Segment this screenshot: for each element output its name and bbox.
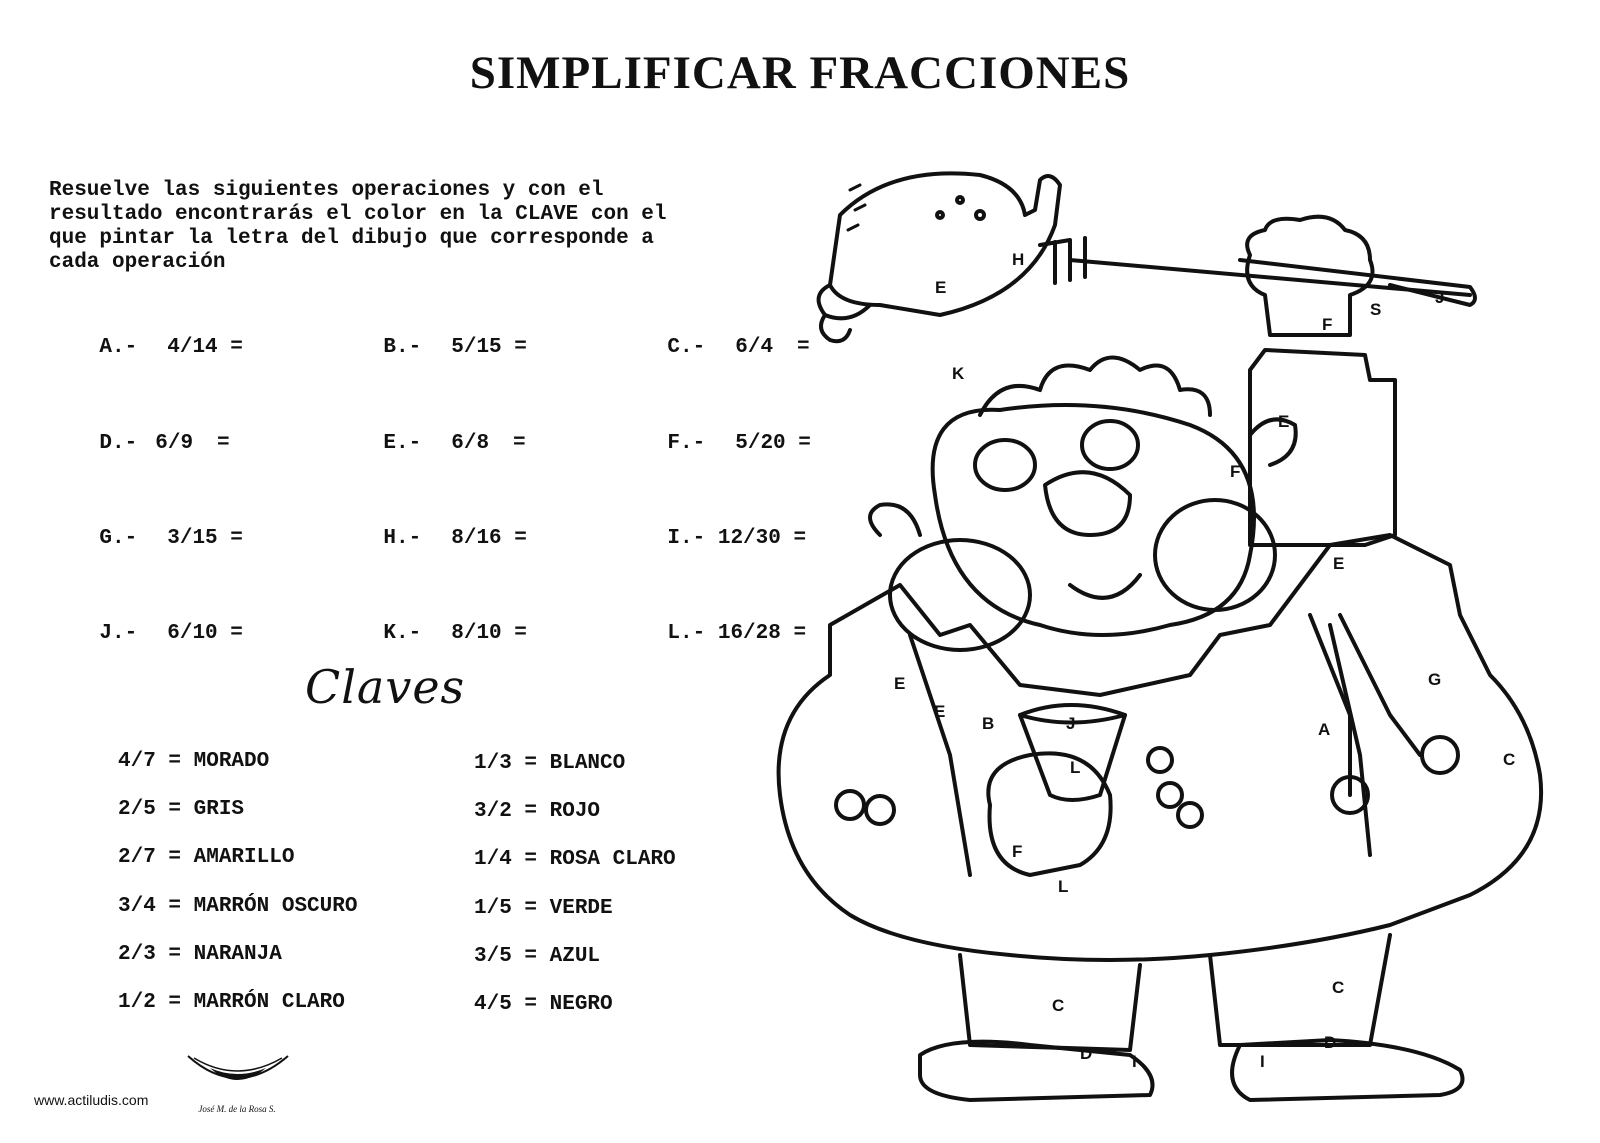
- operation-e: E.- 6/8 =: [383, 432, 526, 455]
- footer-url: www.actiludis.com: [34, 1092, 149, 1108]
- clave-item: 3/4 = MARRÓN OSCURO: [118, 895, 358, 918]
- drawing-label: H: [1012, 250, 1025, 269]
- operation-c: C.- 6/4 =: [667, 336, 810, 359]
- drawing-label: E: [1333, 554, 1345, 573]
- clave-item: 2/5 = GRIS: [118, 798, 245, 821]
- drawing-label: D: [1080, 1044, 1093, 1063]
- clave-item: 1/3 = BLANCO: [474, 752, 626, 775]
- right-shoe: [1232, 1040, 1463, 1100]
- drawing-label: F: [1230, 462, 1241, 481]
- drawing-label: E: [894, 674, 906, 693]
- drawing-label: C: [1052, 996, 1065, 1015]
- operation-f: F.- 5/20 =: [667, 432, 811, 455]
- drawing-label: S: [1370, 300, 1382, 319]
- drawing-label: G: [1428, 670, 1442, 689]
- hand: [988, 753, 1110, 875]
- claves-heading: Claves: [305, 660, 466, 714]
- drawing-label: E: [935, 278, 947, 297]
- drawing-label: F: [1322, 315, 1333, 334]
- drawing-label: L: [1058, 877, 1069, 896]
- clave-item: 2/3 = NARANJA: [118, 943, 282, 966]
- drawing-label: C: [1332, 978, 1345, 997]
- operation-k: K.- 8/10 =: [383, 622, 527, 645]
- operation-a: A.- 4/14 =: [99, 336, 243, 359]
- right-cheek: [1155, 500, 1275, 610]
- operation-j: J.- 6/10 =: [99, 622, 243, 645]
- clave-item: 2/7 = AMARILLO: [118, 846, 295, 869]
- clave-item: 1/5 = VERDE: [474, 897, 613, 920]
- drawing-label: E: [934, 702, 946, 721]
- drawing-label: C: [1503, 750, 1516, 769]
- instructions-text: Resuelve las siguientes operaciones y con el resultado encontrarás el color en la CLAVE con el que pintar la letra del dibujo que corresponde a cada operación: [49, 179, 667, 274]
- left-leg: [960, 955, 1140, 1050]
- drawing-label: F: [1012, 842, 1023, 861]
- operation-h: H.- 8/16 =: [383, 527, 527, 550]
- drawing-label: L: [1070, 758, 1081, 777]
- drawing-label: D: [1324, 1033, 1337, 1052]
- clave-item: 4/5 = NEGRO: [474, 993, 613, 1016]
- operation-l: L.- 16/28 =: [667, 622, 807, 645]
- drawing-label: J: [1435, 288, 1445, 307]
- chef-illustration: [770, 155, 1600, 1140]
- drawing-label: I: [1260, 1052, 1265, 1071]
- signature-text: José M. de la Rosa S.: [198, 1104, 276, 1114]
- drawing-label: J: [1066, 714, 1076, 733]
- drawing-label: I: [1132, 1052, 1137, 1071]
- drawing-label: A: [1318, 720, 1331, 739]
- drawing-label: E: [1278, 412, 1290, 431]
- clave-item: 1/2 = MARRÓN CLARO: [118, 991, 345, 1014]
- clave-item: 3/5 = AZUL: [474, 945, 601, 968]
- page-title: SIMPLIFICAR FRACCIONES: [469, 47, 1131, 99]
- chicken-leg: [819, 285, 870, 318]
- operation-i: I.- 12/30 =: [667, 527, 807, 550]
- smile: [1070, 575, 1140, 598]
- nose: [1045, 472, 1130, 535]
- clave-item: 1/4 = ROSA CLARO: [474, 848, 676, 871]
- clave-item: 3/2 = ROJO: [474, 800, 601, 823]
- signature-logo: [180, 1050, 295, 1120]
- drawing-label: B: [982, 714, 995, 733]
- sleeve: [1250, 350, 1395, 545]
- drawing-label: K: [952, 364, 965, 383]
- head: [933, 405, 1254, 635]
- operation-d: D.- 6/9 =: [99, 432, 230, 455]
- operation-b: B.- 5/15 =: [383, 336, 527, 359]
- clave-item: 4/7 = MORADO: [118, 750, 270, 773]
- operation-g: G.- 3/15 =: [99, 527, 243, 550]
